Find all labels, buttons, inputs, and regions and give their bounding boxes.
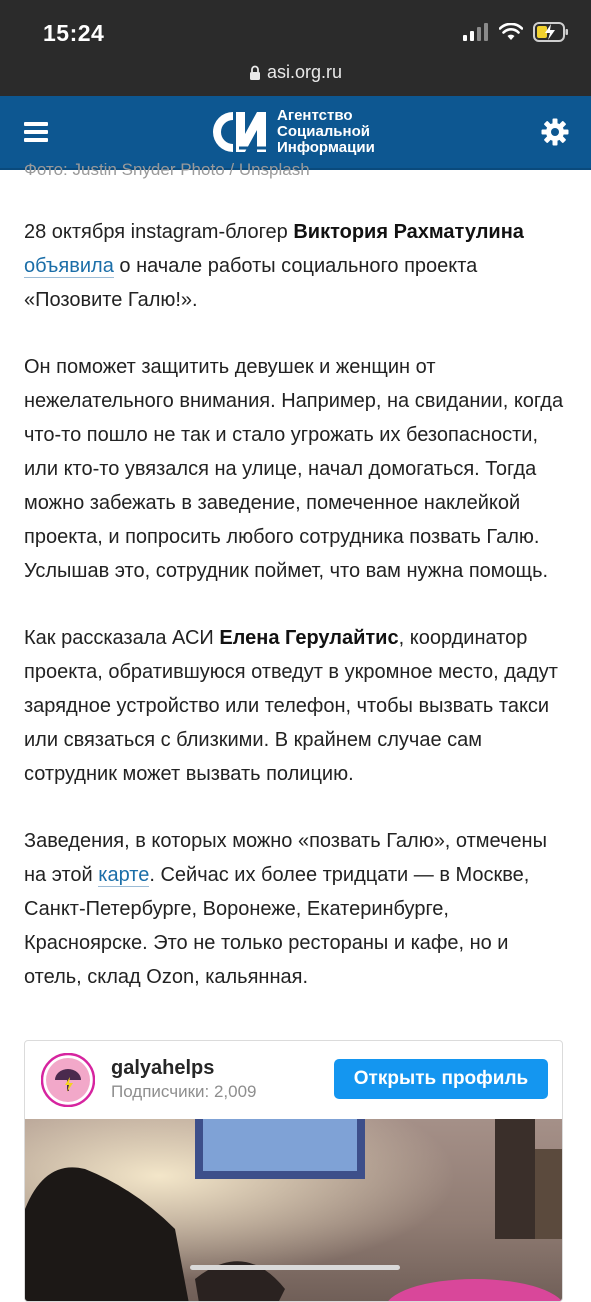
system-icons <box>463 22 569 42</box>
address-bar[interactable] <box>0 62 591 83</box>
url-text: asi.org.ru <box>266 62 343 82</box>
article-body <box>24 215 569 1027</box>
open-profile-button[interactable]: Открыть профиль <box>334 1059 548 1099</box>
status-time: 15:24 <box>43 20 105 46</box>
paragraph-3 <box>24 621 569 791</box>
photo-credit: Фото: Justin Snyder Photo / Unsplash <box>24 160 310 179</box>
battery-charging-icon <box>533 22 569 42</box>
status-bar <box>0 0 591 96</box>
post-image <box>25 1119 562 1302</box>
home-indicator[interactable] <box>190 1265 400 1270</box>
text: . Сейчас их более тридцати — в Москве, Санкт-Петербурге, Воронеже, Екатеринбурге, Красноярске. Это не только рестораны и кафе, но и отель, склад Ozon, кальянная. <box>24 864 530 988</box>
text: Заведения, в которых можно «позвать Галю», отмечены на этой <box>24 830 547 886</box>
avatar[interactable] <box>41 1053 95 1107</box>
logo-line-1: Агентство <box>277 107 353 124</box>
site-header <box>0 96 591 170</box>
paragraph-2: Он поможет защитить девушек и женщин от нежелательного внимания. Например, на свидании, когда что-то пошло не так и стало угрожать их безопасности, или кто-то увязался на улице, начал домогаться. Тогда можно забежать в заведение, помеченное наклейкой проекта, и попросить любого сотрудника позвать Галю. Услышав это, сотрудник поймет, что вам нужна помощь. <box>24 356 564 582</box>
lock-icon <box>249 65 261 80</box>
instagram-embed <box>24 1040 563 1302</box>
text: о начале работы социального проекта «Позовите Галю!». <box>24 255 478 311</box>
menu-icon[interactable] <box>24 122 48 142</box>
logo-line-2: Социальной <box>277 123 370 140</box>
logo-text <box>277 108 375 156</box>
instagram-username[interactable]: galyahelps <box>111 1057 215 1079</box>
instagram-photo[interactable] <box>25 1119 562 1302</box>
asi-logo-icon <box>203 106 269 158</box>
text: , координатор проекта, обратившуюся отведут в укромное место, дадут зарядное устройство или телефон, чтобы вызвать такси или связаться с близкими. В крайнем случае сам сотрудник может вызвать полицию. <box>24 627 558 785</box>
person-name: Елена Герулайтис <box>219 627 399 649</box>
cellular-signal-icon <box>463 23 489 41</box>
gear-icon[interactable] <box>541 118 569 146</box>
wifi-icon <box>499 23 523 41</box>
logo-line-3: Информации <box>277 139 375 156</box>
instagram-followers: Подписчики: 2,009 <box>111 1082 257 1101</box>
paragraph-1 <box>24 215 569 317</box>
map-link[interactable]: карте <box>98 864 150 886</box>
instagram-header <box>25 1041 562 1119</box>
paragraph-4 <box>24 824 569 994</box>
person-name: Виктория Рахматулина <box>293 221 524 243</box>
text: 28 октября instagram-блогер <box>24 221 294 243</box>
site-logo[interactable] <box>203 106 375 158</box>
announcement-link[interactable]: объявила <box>24 255 114 277</box>
text: Как рассказала АСИ <box>24 627 220 649</box>
